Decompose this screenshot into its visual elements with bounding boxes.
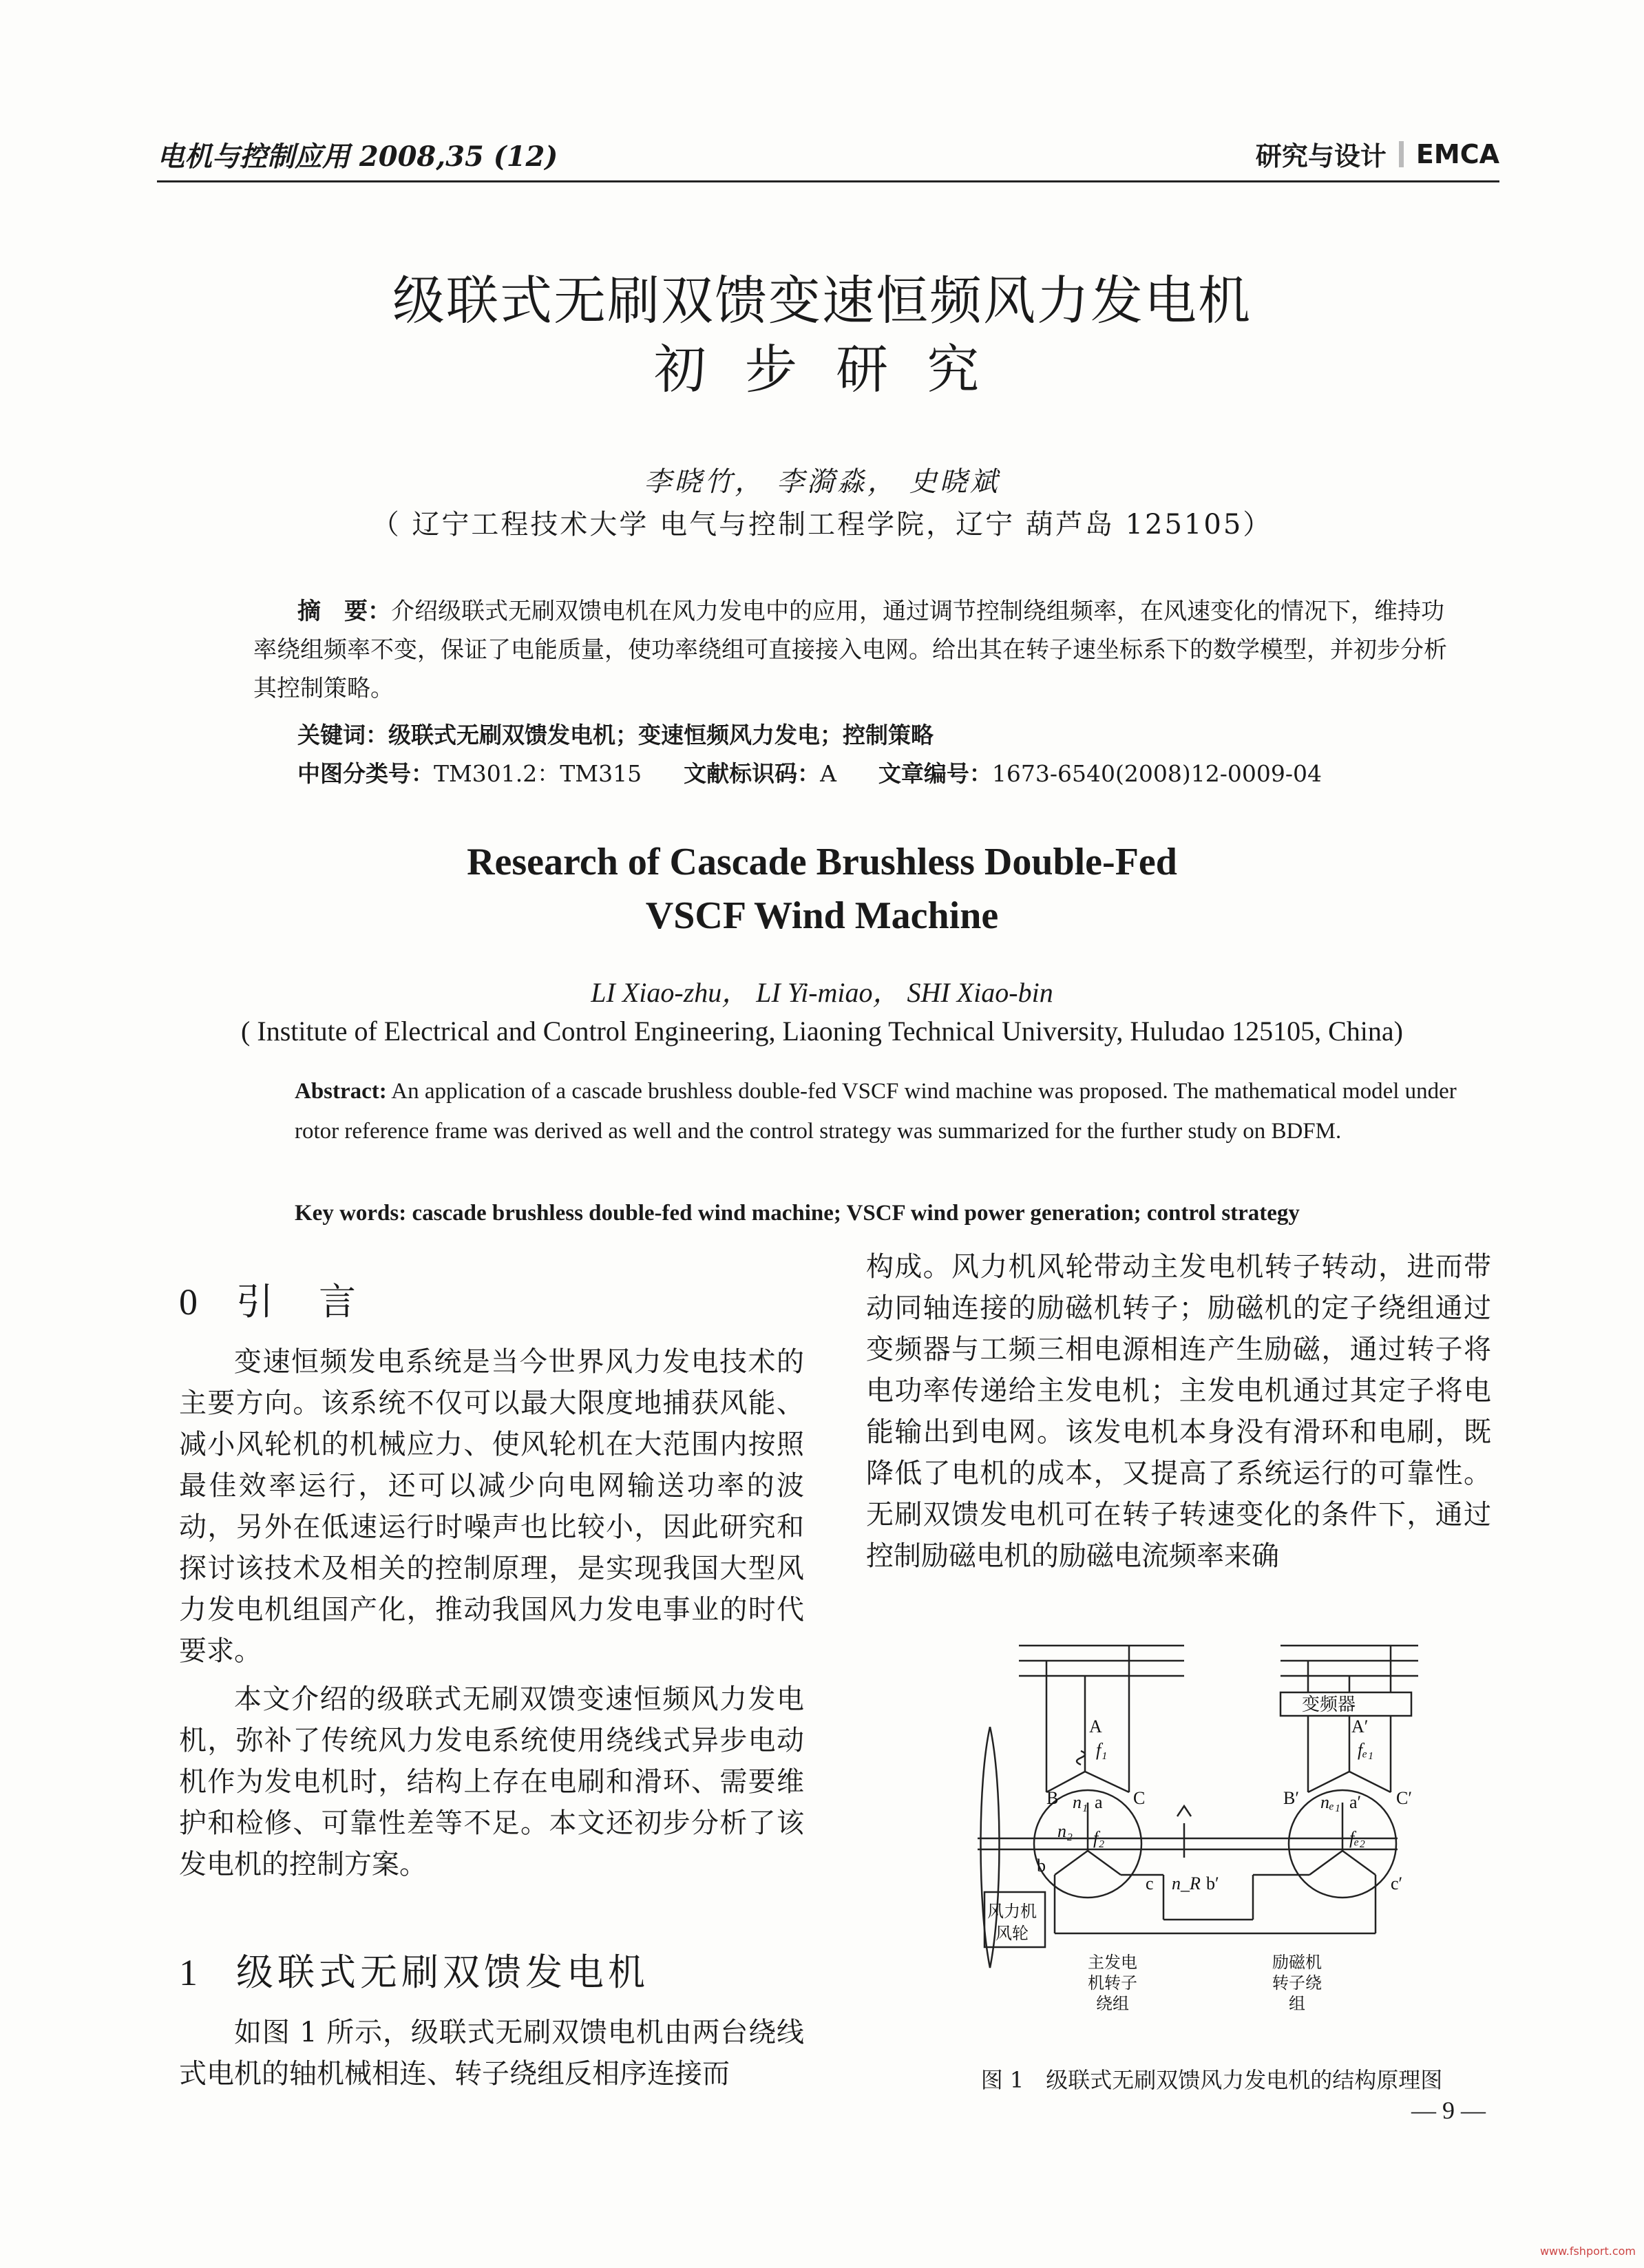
body-left-column: [179, 1341, 804, 1885]
exciter-label-1: 励磁机: [1272, 1954, 1322, 1972]
label-a-prime: a′: [1349, 1792, 1362, 1812]
figure-1: [978, 1644, 1446, 2044]
converter-label: 变频器: [1302, 1694, 1356, 1714]
turbine-label-2: 风轮: [995, 1925, 1029, 1943]
doc-code-label: 文献标识码：: [684, 760, 821, 787]
body-right-column: [866, 1246, 1491, 1577]
keywords-en-label: Key words:: [295, 1201, 407, 1226]
section-header: [1256, 135, 1499, 173]
abstract-en-label: Abstract:: [295, 1079, 387, 1104]
article-no-value: 1673-6540(2008)12-0009-04: [991, 760, 1322, 787]
section-0-heading: [179, 1272, 360, 1325]
paragraph-4: 构成。风力机风轮带动主发电机转子转动，进而带动同轴连接的励磁机转子；励磁机的定子绕组通过变频器与工频三相电源相连产生励磁，通过转子将电功率传递给主发电机；主发电机通过其定子将电能输出到电网。该发电机本身没有滑环和电刷，既降低了电机的成本，又提高了系统运行的可靠性。无刷双馈发电机可在转子转速变化的条件下，通过控制励磁电机的励磁电流频率来确: [866, 1251, 1491, 1572]
abstract-en-text: An application of a cascade brushless double-fed VSCF wind machine was proposed. The mathematical model under rotor reference frame was derived as well and the control strategy was summarized for the further study on BDFM.: [295, 1079, 1457, 1144]
label-B-prime: B′: [1283, 1788, 1300, 1808]
paragraph-3: 如图 1 所示，级联式无刷双馈电机由两台绕线式电机的轴机械相连、转子绕组反相序连接而: [179, 2017, 804, 2090]
label-n2: n₂: [1057, 1821, 1073, 1841]
title-en-line1: Research of Cascade Brushless Double-Fed: [467, 841, 1177, 883]
watermark-text: www.fshport.com: [1539, 2245, 1636, 2258]
affiliation-en: ( Institute of Electrical and Control Engineering, Liaoning Technical University, Huludao 125105, China): [241, 1016, 1403, 1047]
label-A-prime: A′: [1351, 1716, 1369, 1736]
label-B: B: [1046, 1788, 1059, 1808]
figure-1-caption: 图 1 级联式无刷双馈风力发电机的结构原理图: [980, 2067, 1443, 2093]
section-0-number: 0: [179, 1281, 202, 1323]
affiliation-cn: （ 辽宁工程技术大学 电气与控制工程学院，辽宁 葫芦岛 125105）: [371, 509, 1273, 540]
brand-label: EMCA: [1415, 138, 1499, 169]
label-a: a: [1095, 1792, 1103, 1812]
turbine-label-1: 风力机: [987, 1903, 1037, 1921]
section-0-title: 引 言: [236, 1280, 360, 1323]
label-f2: f₂: [1093, 1828, 1105, 1848]
section-1-title: 级联式无刷双馈发电机: [236, 1951, 649, 1994]
header-divider: [1399, 141, 1404, 167]
journal-header: 电机与控制应用 2008,35 (12): [157, 140, 558, 173]
label-fe1: fₑ₁: [1358, 1740, 1374, 1760]
abstract-cn: [253, 592, 1458, 708]
exciter-label-2: 转子绕: [1272, 1975, 1322, 1993]
label-fe2: fₑ₂: [1349, 1828, 1366, 1848]
doc-code-value: A: [820, 760, 836, 787]
label-f1: f₁: [1096, 1740, 1108, 1760]
label-b-prime: b′: [1206, 1873, 1219, 1893]
abstract-en: [295, 1071, 1465, 1151]
authors-cn: 李晓竹， 李漪淼， 史晓斌: [644, 466, 1000, 498]
section-1-heading: [179, 1943, 649, 1996]
title-cn-line2: 初 步 研 究: [653, 339, 991, 400]
keywords-en: [295, 1201, 1534, 1226]
title-cn-line1: 级联式无刷双馈变速恒频风力发电机: [392, 270, 1252, 331]
figure-1-diagram: [978, 1644, 1446, 2044]
body-left-column-2: [179, 2012, 804, 2094]
label-n1: n₁: [1073, 1792, 1088, 1812]
clc-value: TM301.2：TM315: [434, 760, 642, 787]
label-c: c: [1146, 1873, 1154, 1893]
paragraph-1: 变速恒频发电系统是当今世界风力发电技术的主要方向。该系统不仅可以最大限度地捕获风能、减小风轮机的机械应力、使风轮机在大范围内按照最佳效率运行，还可以减少向电网输送功率的波动，另外在低速运行时噪声也比较小，因此研究和探讨该技术及相关的控制原理，是实现我国大型风力发电机组国产化，推动我国风力发电事业的时代要求。: [179, 1346, 804, 1667]
section-label: 研究与设计: [1255, 141, 1387, 171]
keywords-en-text: cascade brushless double-fed wind machine; VSCF wind power generation; control strategy: [412, 1201, 1300, 1226]
abstract-cn-label: 摘 要：: [297, 598, 391, 625]
article-no-label: 文章编号：: [878, 760, 992, 787]
label-ne1: nₑ₁: [1320, 1792, 1340, 1812]
label-C: C: [1133, 1788, 1146, 1808]
main-gen-label-1: 主发电: [1088, 1954, 1137, 1972]
label-c-prime: c′: [1391, 1873, 1403, 1893]
label-C-prime: C′: [1396, 1788, 1413, 1808]
keywords-cn: 关键词：级联式无刷双馈发电机；变速恒频风力发电；控制策略: [297, 722, 934, 748]
page-number: — 9 —: [1411, 2097, 1486, 2124]
exciter-label-3: 组: [1289, 1995, 1305, 2013]
clc-label: 中图分类号：: [297, 760, 434, 787]
title-en-line2: VSCF Wind Machine: [645, 894, 999, 937]
main-gen-label-2: 机转子: [1088, 1975, 1137, 1993]
paragraph-2: 本文介绍的级联式无刷双馈变速恒频风力发电机，弥补了传统风力发电系统使用绕线式异步电动机作为发电机时，结构上存在电刷和滑环、需要维护和检修、可靠性差等不足。本文还初步分析了该发电机的控制方案。: [179, 1683, 804, 1880]
header-rule: [157, 180, 1499, 182]
label-nR: n_R: [1172, 1873, 1201, 1893]
label-A: A: [1089, 1716, 1102, 1736]
classification-cn: [297, 756, 1468, 788]
main-gen-label-3: 绕组: [1096, 1995, 1129, 2013]
label-b: b: [1037, 1856, 1046, 1876]
section-1-number: 1: [179, 1952, 202, 1993]
abstract-cn-text: 介绍级联式无刷双馈电机在风力发电中的应用，通过调节控制绕组频率，在风速变化的情况下，维持功率绕组频率不变，保证了电能质量，使功率绕组可直接接入电网。给出其在转子速坐标系下的数学模型，并初步分析其控制策略。: [253, 598, 1447, 702]
authors-en: LI Xiao-zhu， LI Yi-miao， SHI Xiao-bin: [591, 977, 1053, 1008]
